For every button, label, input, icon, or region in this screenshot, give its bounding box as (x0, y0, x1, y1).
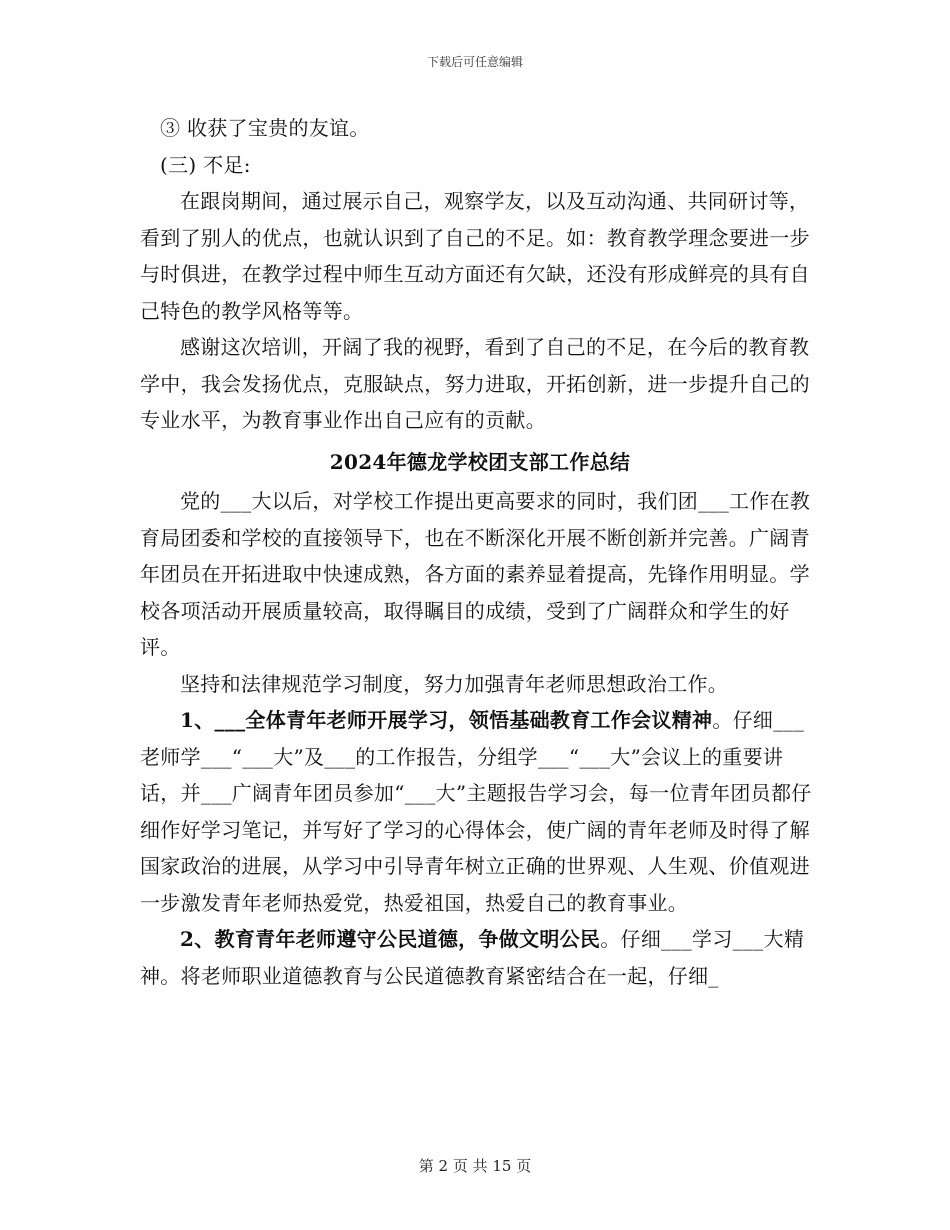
paragraph-item-2 (140, 921, 820, 994)
item-1-body: 。仔细___老师学___“___大”及___的工作报告，分组学___“___大”会议上的重要讲话，并___广阔青年团员参加“___大”主题报告学习会，每一位青年团员都仔细作好学习笔记，并写好了学习的心得体会，使广阔的青年老师及时得了解国家政治的进展，从学习中引导青年树立正确的世界观、人生观、价值观进一步激发青年老师热爱党，热爱祖国，热爱自己的教育事业。 (140, 708, 812, 915)
item-2-body: 。仔细___学习___大精神。将老师职业道德教育与公民道德教育紧密结合在一起，仔细_ (140, 927, 805, 988)
document-body (140, 110, 820, 994)
item-2-heading: 2、教育青年老师遵守公民道德，争做文明公民 (180, 927, 601, 951)
paragraph-item-1 (140, 702, 820, 921)
paragraph-friendship: ③ 收获了宝贵的友谊。 (160, 116, 370, 140)
paragraph-intro: 党的___大以后，对学校工作提出更高要求的同时，我们团___工作在教育局团委和学校的直接领导下，也在不断深化开展不断创新并完善。广阔青年团员在开拓进取中快速成熟，各方面的素养显着提高，先锋作用明显。学校各项活动开展质量较高，取得瞩目的成绩，受到了广阔群众和学生的好评。 (140, 489, 811, 659)
paragraph-study-system: 坚持和法律规范学习制度，努力加强青年老师思想政治工作。 (180, 671, 729, 696)
paragraph-shortcomings: 在跟岗期间，通过展示自己，观察学友，以及互动沟通、共同研讨等，看到了别人的优点，也就认识到了自己的不足。如：教育教学理念要进一步与时俱进，在教学过程中师生互动方面还有欠缺，还没有形成鲜亮的具有自己特色的教学风格等等。 (140, 189, 810, 323)
section-heading-shortcomings: (三) 不足: (160, 152, 251, 177)
page-footer: 第 2 页 共 15 页 (418, 1157, 532, 1175)
item-1-heading: 1、___全体青年老师开展学习，领悟基础教育工作会议精神 (180, 708, 713, 732)
page-header: 下载后可任意编辑 (426, 55, 523, 69)
paragraph-thanks: 感谢这次培训，开阔了我的视野，看到了自己的不足，在今后的教育教学中，我会发扬优点，克服缺点，努力进取，开拓创新，进一步提升自己的专业水平，为教育事业作出自己应有的贡献。 (140, 335, 810, 432)
document-title: 2024年德龙学校团支部工作总结 (329, 449, 631, 474)
